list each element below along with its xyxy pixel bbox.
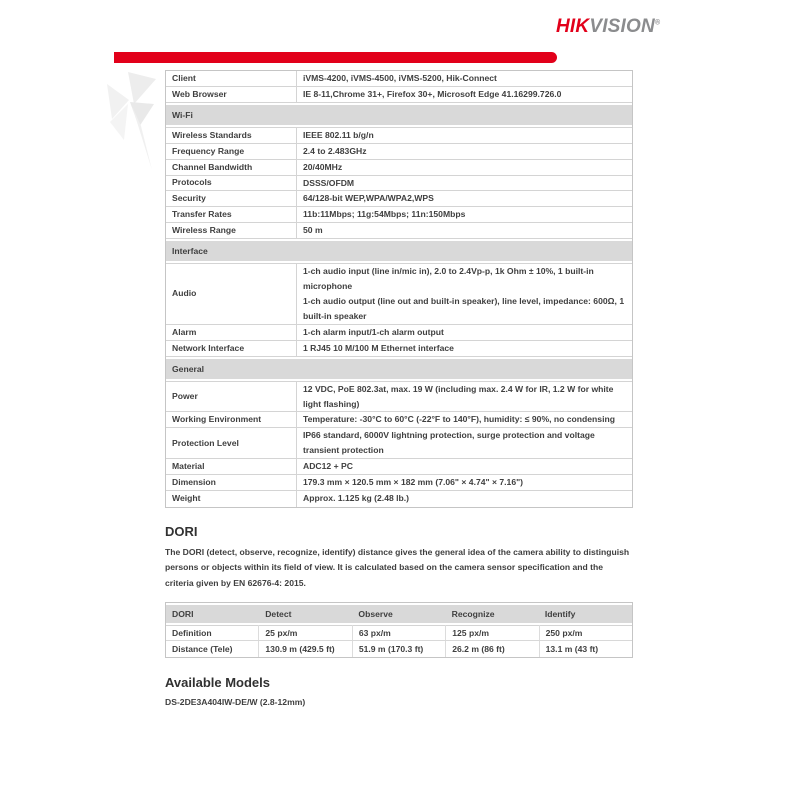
table-row-wireless-standards [166, 127, 632, 144]
table-row-power [166, 381, 632, 413]
dori-cell: 26.2 m (86 ft) [446, 641, 539, 657]
dori-table-header-row [166, 603, 632, 625]
spec-label: Security [166, 191, 297, 206]
spec-value-line: 2.4 to 2.483GHz [303, 145, 367, 156]
section-header-general: General [166, 359, 632, 379]
dori-cell: Definition [166, 625, 259, 640]
spec-table [165, 70, 633, 508]
table-row-web-browser [166, 87, 632, 103]
dori-column-header-detect: Detect [265, 609, 292, 620]
table-row-weight [166, 491, 632, 507]
spec-value [297, 475, 632, 490]
spec-value-line: IE 8-11,Chrome 31+, Firefox 30+, Microsoft Edge 41.16299.726.0 [303, 88, 562, 99]
table-row-transfer-rates [166, 207, 632, 223]
spec-label: Weight [166, 491, 297, 507]
spec-value-line: 1 RJ45 10 M/100 M Ethernet interface [303, 342, 454, 353]
spec-label: Alarm [166, 325, 297, 340]
table-row-protection-level [166, 428, 632, 459]
spec-value-line: 1-ch audio input (line in/mic in), 2.0 to 2.4Vp-p, 1k Ohm ± 10%, 1 built-in microphone [303, 266, 594, 292]
spec-value [297, 223, 632, 238]
spec-value-line: iVMS-4200, iVMS-4500, iVMS-5200, Hik-Connect [303, 73, 497, 83]
spec-label: Dimension [166, 475, 297, 490]
hikvision-logo [556, 16, 660, 38]
dori-row-definition [166, 625, 632, 641]
spec-label: Frequency Range [166, 144, 297, 159]
spec-value [297, 341, 632, 356]
spec-value-line: IP66 standard, 6000V lightning protection, surge protection and voltage transient protection [303, 430, 595, 456]
table-row-working-environment [166, 412, 632, 428]
spec-value-line: Temperature: -30°C to 60°C (-22°F to 140°F), humidity: ≤ 90%, no condensing [303, 414, 615, 425]
spec-label: Wireless Range [166, 223, 297, 238]
table-row-frequency-range [166, 144, 632, 160]
header-red-bar [114, 52, 557, 63]
spec-value [297, 144, 632, 159]
table-row-security [166, 191, 632, 207]
dori-cell: 25 px/m [259, 625, 352, 640]
spec-value [297, 71, 632, 86]
spec-label: Client [166, 71, 297, 86]
section-header-interface: Interface [166, 241, 632, 261]
table-row-dimension [166, 475, 632, 491]
logo-hik-text: HIK [556, 16, 590, 37]
spec-value-line: Approx. 1.125 kg (2.48 lb.) [303, 493, 410, 504]
spec-label: Audio [166, 264, 297, 324]
spec-value-line: 1-ch alarm input/1-ch alarm output [303, 326, 444, 337]
dori-cell: Distance (Tele) [166, 641, 259, 657]
dori-cell: 51.9 m (170.3 ft) [353, 641, 446, 657]
section-header-wi-fi: Wi-Fi [166, 105, 632, 125]
spec-label: Transfer Rates [166, 207, 297, 222]
spec-value [297, 491, 632, 507]
dori-cell: 125 px/m [446, 625, 539, 640]
table-row-protocols [166, 176, 632, 192]
dori-column-header-recognize: Recognize [451, 609, 495, 620]
spec-label: Protocols [166, 176, 297, 191]
spec-value-line: ADC12 + PC [303, 461, 353, 472]
spec-value-line: 20/40MHz [303, 161, 343, 172]
spec-value [297, 176, 632, 191]
spec-value-line: 11b:11Mbps; 11g:54Mbps; 11n:150Mbps [303, 209, 466, 220]
spec-value-line: IEEE 802.11 b/g/n [303, 129, 374, 140]
content-column [165, 70, 633, 707]
dori-cell: 13.1 m (43 ft) [545, 643, 599, 654]
table-row-channel-bandwidth [166, 160, 632, 176]
table-row-material [166, 459, 632, 475]
spec-value-line: 50 m [303, 225, 323, 236]
dori-table [165, 602, 633, 657]
spec-label: Web Browser [166, 87, 297, 102]
dori-cell: 63 px/m [353, 625, 446, 640]
spec-value-line: 179.3 mm × 120.5 mm × 182 mm (7.06" × 4.74" × 7.16") [303, 477, 524, 488]
spec-value [297, 87, 632, 102]
spec-label: Channel Bandwidth [166, 160, 297, 175]
registered-trademark-icon: ® [654, 19, 661, 27]
dori-column-header-dori: DORI [172, 609, 194, 620]
spec-value [297, 382, 632, 412]
logo-vision-text: VISION [589, 16, 655, 37]
model-name: DS-2DE3A404IW-DE/W (2.8-12mm) [165, 696, 306, 707]
spec-value-line: DSSS/OFDM [303, 177, 355, 188]
spec-value [297, 207, 632, 222]
table-row-wireless-range [166, 223, 632, 239]
dori-column-header-identify: Identify [544, 609, 576, 620]
dori-heading: DORI [165, 523, 198, 539]
spec-value [297, 191, 632, 206]
dori-column-header-observe: Observe [358, 609, 393, 620]
spec-label: Protection Level [166, 428, 297, 458]
spec-value [297, 428, 632, 458]
spec-value [297, 412, 632, 427]
spec-label: Material [166, 459, 297, 474]
dori-description: The DORI (detect, observe, recognize, identify) distance gives the general idea of the camera ability to distinguish persons or objects within its field of view. It is calculated based on the camera sensor specification and the criteria given by EN 62676-4: 2015. [165, 546, 630, 588]
table-row-alarm [166, 325, 632, 341]
table-row-audio [166, 263, 632, 325]
spec-value-line: 64/128-bit WEP,WPA/WPA2,WPS [303, 193, 434, 204]
spec-value [297, 325, 632, 340]
dori-cell: 250 px/m [545, 627, 583, 638]
dori-cell: 130.9 m (429.5 ft) [259, 641, 352, 657]
spec-label: Working Environment [166, 412, 297, 427]
spec-label: Power [166, 382, 297, 412]
spec-label: Network Interface [166, 341, 297, 356]
dori-row-distance-tele [166, 641, 632, 657]
spec-value-line: 12 VDC, PoE 802.3at, max. 19 W (including max. 2.4 W for IR, 1.2 W for white light flashing) [303, 383, 614, 409]
spec-value [297, 459, 632, 474]
spec-value-line: 1-ch audio output (line out and built-in speaker), line level, impedance: 600Ω, 1 built-in speaker [303, 295, 625, 321]
spec-value [297, 160, 632, 175]
spec-value [297, 264, 632, 324]
table-row-client [166, 71, 632, 87]
table-row-network-interface [166, 341, 632, 357]
available-models-heading: Available Models [165, 674, 270, 690]
spec-value [297, 128, 632, 143]
spec-label: Wireless Standards [166, 128, 297, 143]
